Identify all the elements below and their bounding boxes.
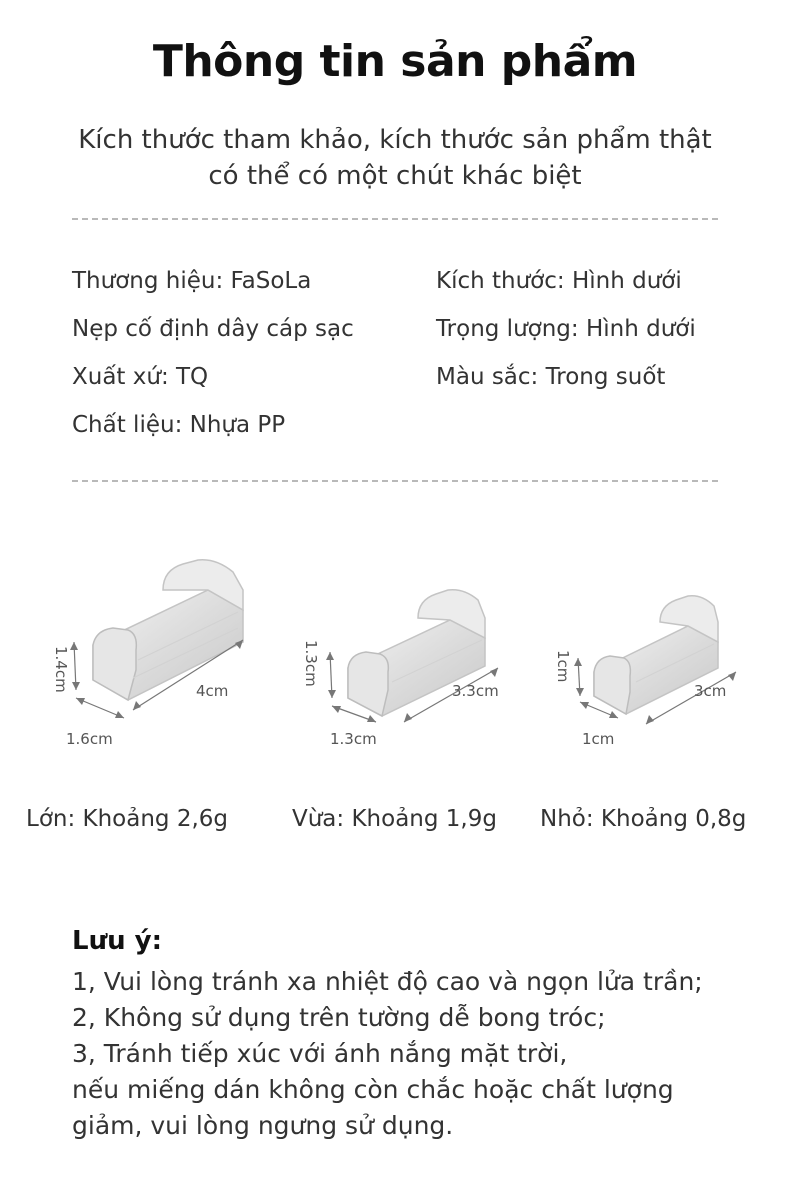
- weight-large: Lớn: Khoảng 2,6g: [26, 806, 229, 832]
- divider-top: [72, 218, 718, 220]
- spec-material: Chất liệu: Nhựa PP: [72, 412, 286, 438]
- length-label: 3cm: [694, 682, 727, 700]
- spec-type: Nẹp cố định dây cáp sạc: [72, 316, 354, 342]
- height-dimension: [70, 642, 80, 690]
- height-label: 1.4cm: [52, 646, 70, 693]
- spec-color: Màu sắc: Trong suốt: [436, 364, 666, 390]
- notes-list: [72, 964, 703, 1144]
- subtitle-line-2: có thể có một chút khác biệt: [208, 161, 582, 191]
- height-dimension: [574, 658, 584, 696]
- note-line: giảm, vui lòng ngưng sử dụng.: [72, 1111, 454, 1140]
- length-label: 3.3cm: [452, 682, 499, 700]
- page-title: Thông tin sản phẩm: [152, 36, 638, 87]
- note-line: 2, Không sử dụng trên tường dễ bong tróc;: [72, 1003, 606, 1032]
- length-label: 4cm: [196, 682, 229, 700]
- width-label: 1cm: [582, 730, 615, 748]
- notes-title: Lưu ý:: [72, 926, 162, 956]
- width-label: 1.3cm: [330, 730, 377, 748]
- spec-origin: Xuất xứ: TQ: [72, 364, 209, 390]
- clip-small-figure: [550, 578, 770, 758]
- width-dimension: [76, 698, 124, 718]
- clip-large-figure: [38, 550, 268, 760]
- width-label: 1.6cm: [66, 730, 113, 748]
- spec-brand: Thương hiệu: FaSoLa: [72, 268, 312, 294]
- spec-size: Kích thước: Hình dưới: [436, 268, 682, 294]
- spec-weight: Trọng lượng: Hình dưới: [436, 316, 696, 342]
- note-line: nếu miếng dán không còn chắc hoặc chất lượng: [72, 1075, 674, 1104]
- clip-large-icon: [93, 560, 243, 700]
- height-label: 1.3cm: [302, 640, 320, 687]
- weight-small: Nhỏ: Khoảng 0,8g: [540, 806, 747, 832]
- note-line: 1, Vui lòng tránh xa nhiệt độ cao và ngọn lửa trần;: [72, 967, 703, 996]
- clip-medium-figure: [300, 570, 520, 760]
- weight-medium: Vừa: Khoảng 1,9g: [292, 806, 497, 832]
- height-label: 1cm: [554, 650, 572, 683]
- subtitle-line-1: Kích thước tham khảo, kích thước sản phẩm thật: [78, 125, 712, 155]
- page-subtitle: [0, 122, 790, 194]
- height-dimension: [326, 652, 336, 698]
- divider-middle: [72, 480, 718, 482]
- note-line: 3, Tránh tiếp xúc với ánh nắng mặt trời,: [72, 1039, 568, 1068]
